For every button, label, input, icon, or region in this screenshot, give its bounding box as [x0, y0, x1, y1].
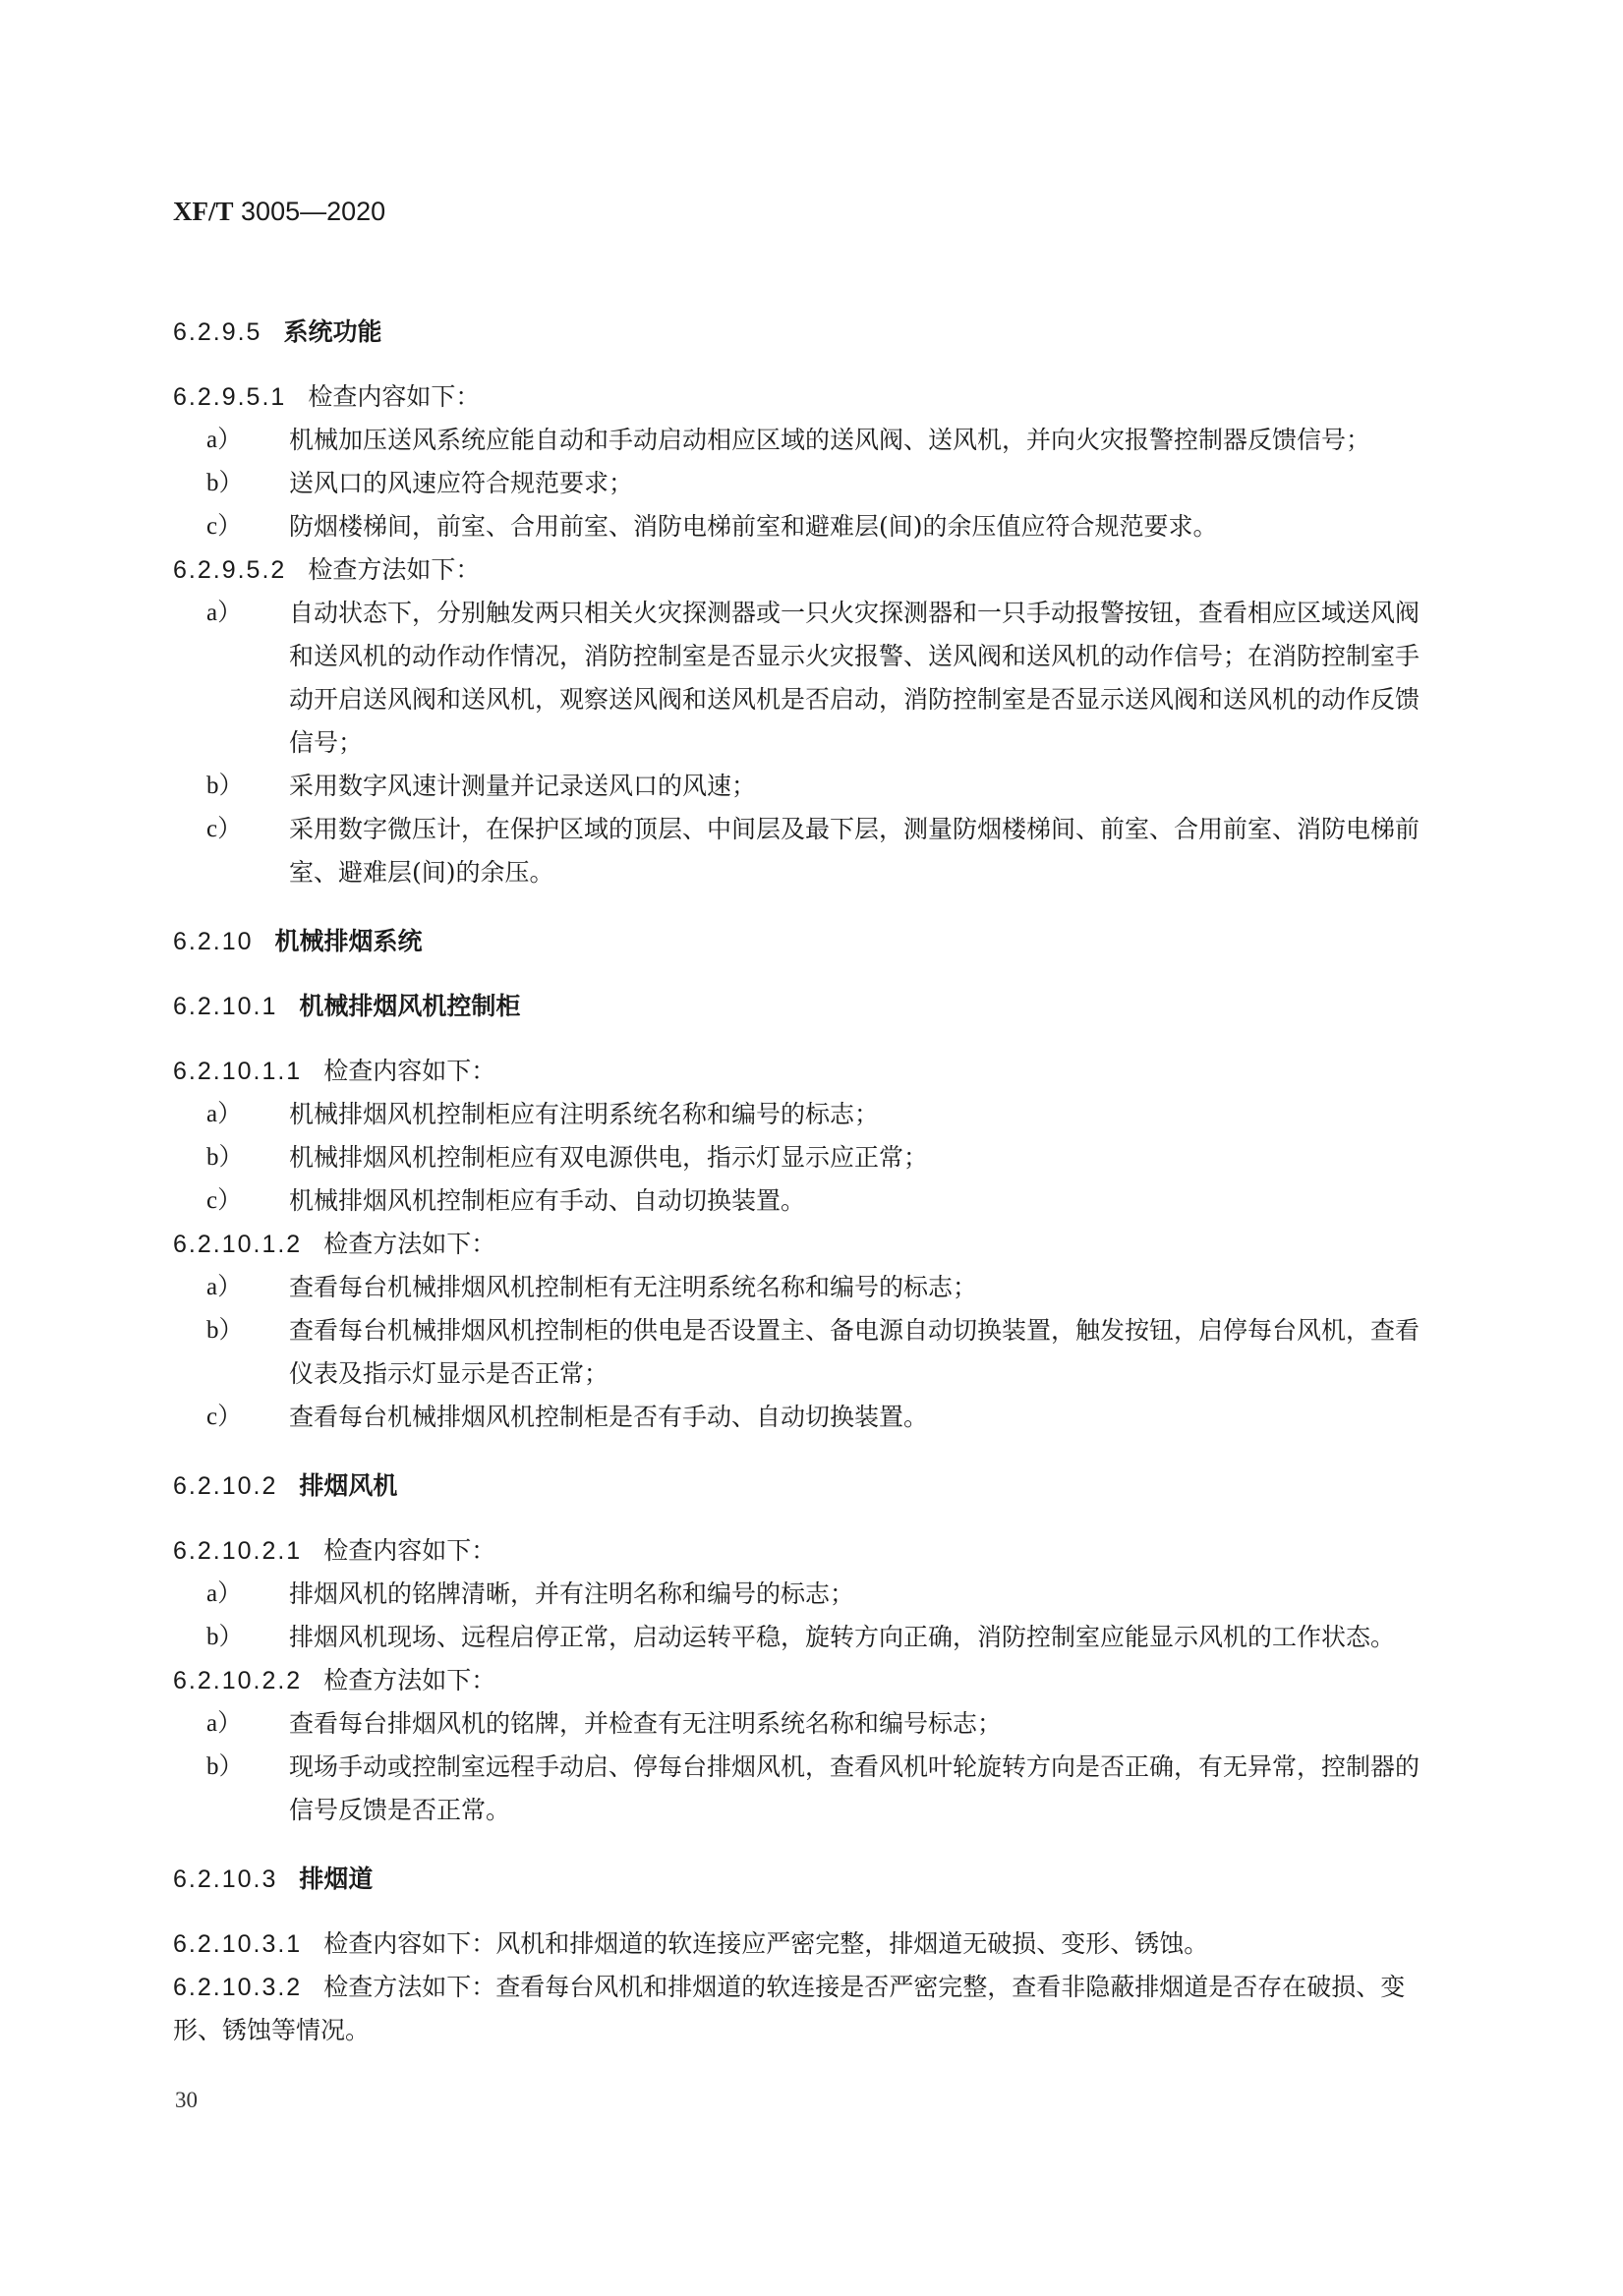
clause-title: 检查方法如下： [323, 1230, 496, 1258]
list-item [173, 1396, 1441, 1439]
clause-heading [173, 1659, 1441, 1702]
item-marker: c） [206, 1404, 243, 1430]
item-text: 送风口的风速应符合规范要求； [289, 469, 634, 497]
clause-heading [173, 1529, 1441, 1573]
clause-item-list [173, 1573, 1441, 1659]
list-item [173, 592, 1441, 765]
list-item [173, 1179, 1441, 1223]
clause-number: 6.2.10.1.2 [173, 1231, 303, 1258]
item-marker: c） [206, 513, 243, 540]
section-heading [173, 315, 1441, 350]
clause-heading [173, 1223, 1441, 1266]
clause-text: 检查内容如下：风机和排烟道的软连接应严密完整，排烟道无破损、变形、锈蚀。 [323, 1929, 1209, 1958]
page-number: 30 [175, 2088, 198, 2112]
clause-item-list [173, 419, 1441, 548]
item-text: 采用数字微压计，在保护区域的顶层、中间层及最下层，测量防烟楼梯间、前室、合用前室、消防电梯前室、避难层(间)的余压。 [289, 815, 1420, 887]
item-marker: b） [206, 773, 244, 799]
list-item [173, 505, 1441, 548]
clause-title: 检查内容如下： [308, 382, 481, 411]
list-item [173, 808, 1441, 894]
item-marker: a） [206, 600, 243, 626]
item-marker: c） [206, 816, 243, 842]
clause-item-list [173, 1702, 1441, 1832]
section-title: 机械排烟系统 [274, 927, 423, 955]
clause-item-list [173, 1093, 1441, 1223]
clause-number: 6.2.9.5.2 [173, 556, 287, 584]
clause-number: 6.2.10.1.1 [173, 1058, 303, 1085]
clause-title: 检查内容如下： [323, 1057, 496, 1085]
clause-item-list [173, 1266, 1441, 1439]
item-text: 防烟楼梯间，前室、合用前室、消防电梯前室和避难层(间)的余压值应符合规范要求。 [289, 512, 1218, 541]
clause-heading [173, 375, 1441, 419]
standard-number: 3005—2020 [241, 197, 386, 226]
item-text: 查看每台机械排烟风机控制柜是否有手动、自动切换装置。 [289, 1403, 929, 1431]
section-heading [173, 1468, 1441, 1504]
section-heading [173, 989, 1441, 1024]
item-text: 机械加压送风系统应能自动和手动启动相应区域的送风阀、送风机，并向火灾报警控制器反馈信号； [289, 426, 1371, 454]
clause-number: 6.2.9.5.1 [173, 383, 287, 411]
item-marker: b） [206, 1317, 244, 1344]
clause-paragraph [173, 1966, 1441, 2052]
standard-code: XF/T [173, 197, 234, 226]
item-text: 自动状态下，分别触发两只相关火灾探测器或一只火灾探测器和一只手动报警按钮，查看相应区域送风阀和送风机的动作动作情况，消防控制室是否显示火灾报警、送风阀和送风机的动作信号；在消防控制室手动开启送风阀和送风机，观察送风阀和送风机是否启动，消防控制室是否显示送风阀和送风机的动作反馈信号； [289, 599, 1420, 757]
item-text: 采用数字风速计测量并记录送风口的风速； [289, 772, 757, 800]
clause-number: 6.2.10.3.2 [173, 1974, 303, 2001]
list-item [173, 1573, 1441, 1616]
clause-item-list [173, 592, 1441, 894]
clause-paragraph [173, 1923, 1441, 1966]
clause-number: 6.2.10.2.1 [173, 1537, 303, 1565]
item-text: 排烟风机现场、远程启停正常，启动运转平稳，旋转方向正确，消防控制室应能显示风机的工作状态。 [289, 1623, 1396, 1651]
section-number: 6.2.10.2 [173, 1472, 278, 1500]
item-text: 机械排烟风机控制柜应有双电源供电，指示灯显示应正常； [289, 1143, 929, 1172]
section-heading [173, 924, 1441, 959]
item-marker: a） [206, 1274, 243, 1300]
section-number: 6.2.9.5 [173, 318, 262, 346]
section-number: 6.2.10.1 [173, 993, 278, 1020]
list-item [173, 1266, 1441, 1309]
section-number: 6.2.10.3 [173, 1866, 278, 1893]
list-item [173, 1093, 1441, 1136]
item-text: 现场手动或控制室远程手动启、停每台排烟风机，查看风机叶轮旋转方向是否正确，有无异常，控制器的信号反馈是否正常。 [289, 1752, 1420, 1824]
item-marker: b） [206, 1144, 244, 1171]
item-text: 查看每台排烟风机的铭牌，并检查有无注明系统名称和编号标志； [289, 1709, 1003, 1738]
item-text: 机械排烟风机控制柜应有注明系统名称和编号的标志； [289, 1100, 880, 1128]
clause-title: 检查方法如下： [308, 555, 481, 584]
item-text: 查看每台机械排烟风机控制柜有无注明系统名称和编号的标志； [289, 1273, 978, 1301]
section-heading [173, 1862, 1441, 1897]
item-marker: c） [206, 1187, 243, 1214]
clause-heading [173, 1050, 1441, 1093]
item-marker: a） [206, 1101, 243, 1127]
item-marker: b） [206, 470, 244, 496]
section-title: 排烟风机 [299, 1471, 398, 1500]
section-title: 机械排烟风机控制柜 [299, 992, 521, 1020]
list-item [173, 462, 1441, 505]
item-marker: a） [206, 427, 243, 453]
list-item [173, 419, 1441, 462]
item-text: 排烟风机的铭牌清晰，并有注明名称和编号的标志； [289, 1579, 855, 1608]
section-title: 系统功能 [283, 317, 382, 346]
item-marker: a） [206, 1710, 243, 1737]
list-item [173, 765, 1441, 808]
item-text: 机械排烟风机控制柜应有手动、自动切换装置。 [289, 1186, 806, 1215]
list-item [173, 1702, 1441, 1746]
clause-heading [173, 548, 1441, 592]
clause-title: 检查方法如下： [323, 1666, 496, 1694]
list-item [173, 1136, 1441, 1179]
clause-text: 检查方法如下：查看每台风机和排烟道的软连接是否严密完整，查看非隐蔽排烟道是否存在破损、变形、锈蚀等情况。 [173, 1973, 1406, 2044]
clause-number: 6.2.10.2.2 [173, 1667, 303, 1694]
list-item [173, 1616, 1441, 1659]
item-marker: a） [206, 1580, 243, 1607]
item-marker: b） [206, 1753, 244, 1780]
item-text: 查看每台机械排烟风机控制柜的供电是否设置主、备电源自动切换装置，触发按钮，启停每台风机，查看仪表及指示灯显示是否正常； [289, 1316, 1420, 1388]
clause-number: 6.2.10.3.1 [173, 1930, 303, 1958]
section-number: 6.2.10 [173, 928, 254, 955]
item-marker: b） [206, 1624, 244, 1650]
list-item [173, 1746, 1441, 1832]
document-header [173, 197, 385, 227]
document-body [173, 285, 1441, 2052]
list-item [173, 1309, 1441, 1396]
clause-title: 检查内容如下： [323, 1536, 496, 1565]
section-title: 排烟道 [299, 1865, 374, 1893]
